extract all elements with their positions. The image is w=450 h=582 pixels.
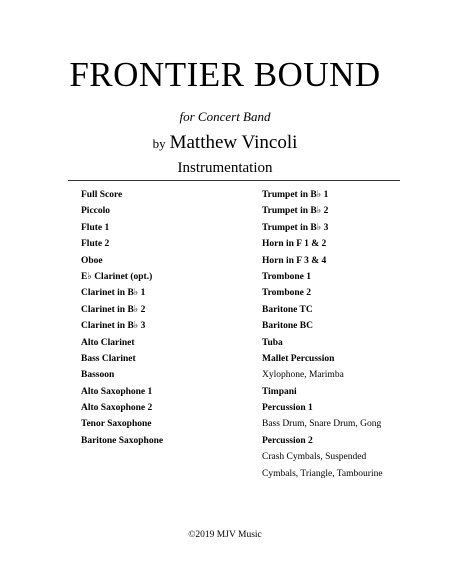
instrument-item: Piccolo bbox=[81, 206, 111, 217]
instrument-item: Mallet Percussion bbox=[262, 353, 335, 364]
instrument-item: Tenor Saxophone bbox=[81, 419, 152, 430]
instrument-list-right bbox=[262, 187, 383, 482]
instrument-detail: Cymbals, Triangle, Tambourine bbox=[262, 468, 383, 479]
byline-prefix: by bbox=[152, 136, 166, 151]
instrument-item: E♭ Clarinet (opt.) bbox=[81, 271, 153, 282]
instrument-item: Alto Clarinet bbox=[81, 337, 135, 348]
section-heading: Instrumentation bbox=[177, 160, 273, 176]
instrument-detail: Crash Cymbals, Suspended bbox=[262, 452, 367, 463]
instrument-item: Trombone 1 bbox=[262, 271, 311, 282]
divider bbox=[68, 180, 400, 181]
instrument-item: Alto Saxophone 1 bbox=[81, 386, 153, 397]
instrument-item: Clarinet in B♭ 1 bbox=[81, 288, 146, 299]
instrument-item: Trumpet in B♭ 1 bbox=[262, 190, 329, 200]
instrument-item: Bassoon bbox=[81, 370, 115, 381]
instrument-item: Timpani bbox=[262, 386, 297, 397]
instrument-item: Tuba bbox=[262, 337, 283, 348]
instrument-item: Clarinet in B♭ 2 bbox=[81, 304, 146, 315]
instrument-item: Baritone Saxophone bbox=[81, 435, 164, 446]
page-title: FRONTIER BOUND bbox=[69, 55, 381, 94]
instrument-item: Bass Clarinet bbox=[81, 353, 136, 364]
instrument-item: Baritone TC bbox=[262, 304, 313, 315]
instrument-item: Percussion 2 bbox=[262, 435, 313, 446]
subtitle: for Concert Band bbox=[179, 109, 271, 124]
byline bbox=[0, 131, 450, 156]
instrument-item: Horn in F 1 & 2 bbox=[262, 239, 327, 250]
instrument-item: Flute 1 bbox=[81, 222, 110, 233]
instrument-item: Horn in F 3 & 4 bbox=[262, 255, 327, 266]
instrument-item: Alto Saxophone 2 bbox=[81, 403, 153, 414]
instrument-detail: Bass Drum, Snare Drum, Gong bbox=[262, 419, 382, 430]
composer-name: Matthew Vincoli bbox=[169, 132, 298, 153]
instrument-list-left bbox=[81, 187, 163, 449]
copyright-footer: ©2019 MJV Music bbox=[188, 530, 262, 540]
instrument-item: Trombone 2 bbox=[262, 288, 311, 299]
instrument-item: Full Score bbox=[81, 190, 123, 200]
instrument-item: Trumpet in B♭ 3 bbox=[262, 222, 329, 233]
instrument-item: Clarinet in B♭ 3 bbox=[81, 321, 146, 332]
instrument-item: Baritone BC bbox=[262, 321, 313, 332]
instrument-item: Percussion 1 bbox=[262, 403, 313, 414]
instrument-detail: Xylophone, Marimba bbox=[262, 370, 344, 381]
instrument-item: Trumpet in B♭ 2 bbox=[262, 206, 329, 217]
instrument-item: Oboe bbox=[81, 255, 103, 266]
instrument-item: Flute 2 bbox=[81, 239, 110, 250]
